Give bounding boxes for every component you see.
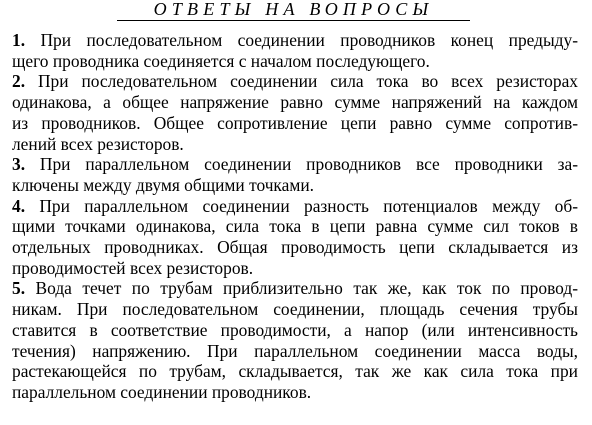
answer-text: При последовательном соединении проводников конец предыду- [40, 30, 578, 50]
answer-2 [12, 71, 578, 154]
answer-line: параллельном соединении проводников. [12, 381, 312, 402]
answer-line: из проводников. Общее сопротивление цепи равно сумме сопротив- [12, 112, 578, 133]
answer-line: никам. При последовательном соединении, площадь сечения трубы [12, 299, 578, 320]
heading-underline [117, 20, 470, 21]
answer-line [12, 278, 578, 299]
answer-line: отдельных проводниках. Общая проводимость цепи складывается из [12, 237, 578, 258]
answer-1 [12, 30, 578, 71]
answer-line: течения) напряжению. При параллельном соединении масса воды, [12, 340, 578, 361]
answer-3 [12, 154, 578, 195]
answer-5 [12, 278, 578, 402]
answer-number: 1. [12, 30, 26, 50]
answer-line [12, 196, 578, 217]
answer-line: растекающейся по трубам, складывается, так же как сила тока при [12, 361, 578, 382]
answer-4 [12, 196, 578, 279]
answers-list [12, 30, 578, 403]
answer-number: 2. [12, 71, 26, 92]
answer-text: Вода течет по трубам приблизительно так же, как ток по провод- [35, 278, 578, 299]
answer-number: 5. [12, 278, 26, 299]
answer-line [12, 71, 578, 92]
answer-text: При параллельном соединении проводников все проводники за- [39, 154, 578, 175]
answer-line: ключены между двумя общими точками. [12, 174, 314, 195]
answer-line: щего проводника соединяется с началом последующего. [12, 50, 430, 71]
answer-text: При параллельном соединении разность потенциалов между об- [39, 195, 578, 216]
answer-line [12, 154, 578, 175]
answer-line: одинакова, а общее напряжение равно сумме напряжений на каждом [12, 92, 578, 113]
answer-number: 4. [12, 195, 26, 216]
answer-line: щими точками одинакова, сила тока в цепи равна сумме сил токов в [12, 216, 578, 237]
answer-line: проводимостей всех резисторов. [12, 257, 254, 278]
answer-line: ставится в соответствие проводимости, а напор (или интенсивность [12, 319, 578, 340]
section-heading: ОТВЕТЫ НА ВОПРОСЫ [153, 0, 434, 19]
answer-line [12, 30, 578, 51]
answer-line: лений всех резисторов. [12, 133, 184, 154]
answer-text: При последовательном соединении сила тока во всех резисторах [37, 71, 578, 92]
answer-number: 3. [12, 154, 26, 175]
